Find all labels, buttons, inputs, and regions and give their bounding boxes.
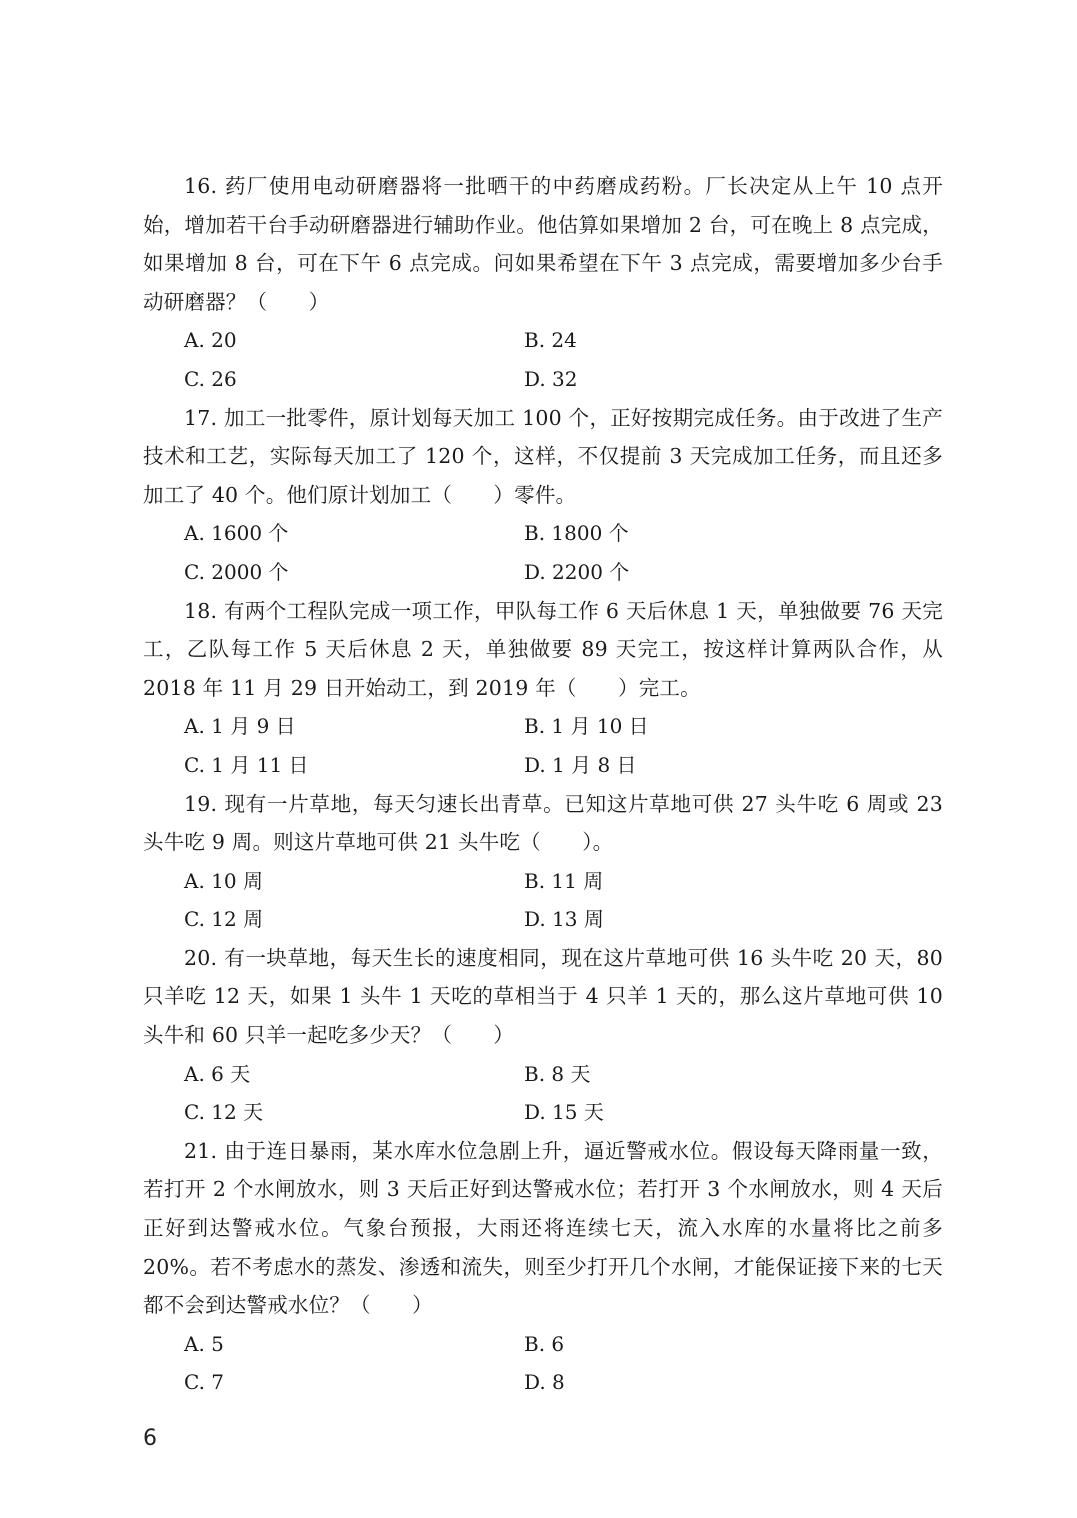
option-c: C. 12 周 bbox=[184, 907, 264, 932]
option-c: C. 7 bbox=[184, 1370, 225, 1395]
options-list bbox=[143, 1325, 943, 1402]
option-d: D. 15 天 bbox=[524, 1100, 604, 1125]
question-18 bbox=[143, 592, 943, 785]
option-c: C. 1 月 11 日 bbox=[184, 752, 309, 777]
question-text: 21. 由于连日暴雨，某水库水位急剧上升，逼近警戒水位。假设每天降雨量一致，若打开 2 个水闸放水，则 3 天后正好到达警戒水位；若打开 3 个水闸放水，则 4 天后正好到达警戒水位。气象台预报，大雨还将连续七天，流入水库的水量将比之前多 20%。若不考虑水的蒸发、渗透和流失，则至少打开几个水闸，才能保证接下来的七天都不会到达警戒水位？（ ） bbox=[143, 1138, 943, 1318]
option-d: D. 13 周 bbox=[524, 907, 604, 932]
question-text: 17. 加工一批零件，原计划每天加工 100 个，正好按期完成任务。由于改进了生产技术和工艺，实际每天加工了 120 个，这样，不仅提前 3 天完成加工任务，而且还多加工了 40 个。他们原计划加工（ ）零件。 bbox=[143, 405, 943, 507]
options-list bbox=[143, 862, 943, 939]
question-19 bbox=[143, 785, 943, 939]
options-list bbox=[143, 707, 943, 784]
option-d: D. 32 bbox=[524, 366, 578, 391]
option-a: A. 5 bbox=[184, 1331, 224, 1356]
question-text: 18. 有两个工程队完成一项工作，甲队每工作 6 天后休息 1 天，单独做要 76 天完工，乙队每工作 5 天后休息 2 天，单独做要 89 天完工，按这样计算两队合作，从 2018 年 11 月 29 日开始动工，到 2019 年（ ）完工。 bbox=[143, 598, 943, 700]
option-b: B. 8 天 bbox=[524, 1061, 591, 1086]
question-17 bbox=[143, 399, 943, 592]
option-c: C. 2000 个 bbox=[184, 559, 289, 584]
option-d: D. 1 月 8 日 bbox=[524, 752, 637, 777]
option-b: B. 1 月 10 日 bbox=[524, 714, 649, 739]
option-a: A. 6 天 bbox=[184, 1061, 251, 1086]
question-16 bbox=[143, 167, 943, 399]
option-c: C. 26 bbox=[184, 366, 237, 391]
option-a: A. 1600 个 bbox=[184, 521, 289, 546]
question-text: 20. 有一块草地，每天生长的速度相同，现在这片草地可供 16 头牛吃 20 天，80 只羊吃 12 天，如果 1 头牛 1 天吃的草相当于 4 只羊 1 天的，那么这片草地可供 10 头牛和 60 只羊一起吃多少天？（ ） bbox=[143, 945, 943, 1048]
option-a: A. 10 周 bbox=[184, 868, 263, 893]
option-c: C. 12 天 bbox=[184, 1100, 264, 1125]
option-a: A. 1 月 9 日 bbox=[184, 714, 296, 739]
option-b: B. 11 周 bbox=[524, 868, 604, 893]
document-page bbox=[143, 167, 943, 1402]
option-a: A. 20 bbox=[184, 328, 237, 353]
option-d: D. 8 bbox=[524, 1370, 565, 1395]
options-list bbox=[143, 514, 943, 591]
question-text: 16. 药厂使用电动研磨器将一批晒干的中药磨成药粉。厂长决定从上午 10 点开始，增加若干台手动研磨器进行辅助作业。他估算如果增加 2 台，可在晚上 8 点完成，如果增加 8 台，可在下午 6 点完成。问如果希望在下午 3 点完成，需要增加多少台手动研磨器？（ ） bbox=[143, 174, 943, 314]
question-21 bbox=[143, 1132, 943, 1402]
option-b: B. 24 bbox=[524, 328, 577, 353]
option-d: D. 2200 个 bbox=[524, 559, 630, 584]
question-20 bbox=[143, 939, 943, 1132]
options-list bbox=[143, 321, 943, 398]
options-list bbox=[143, 1055, 943, 1132]
question-text: 19. 现有一片草地，每天匀速长出青草。已知这片草地可供 27 头牛吃 6 周或 23 头牛吃 9 周。则这片草地可供 21 头牛吃（ ）。 bbox=[143, 791, 943, 855]
option-b: B. 6 bbox=[524, 1331, 565, 1356]
option-b: B. 1800 个 bbox=[524, 521, 629, 546]
page-number: 6 bbox=[143, 1426, 157, 1451]
